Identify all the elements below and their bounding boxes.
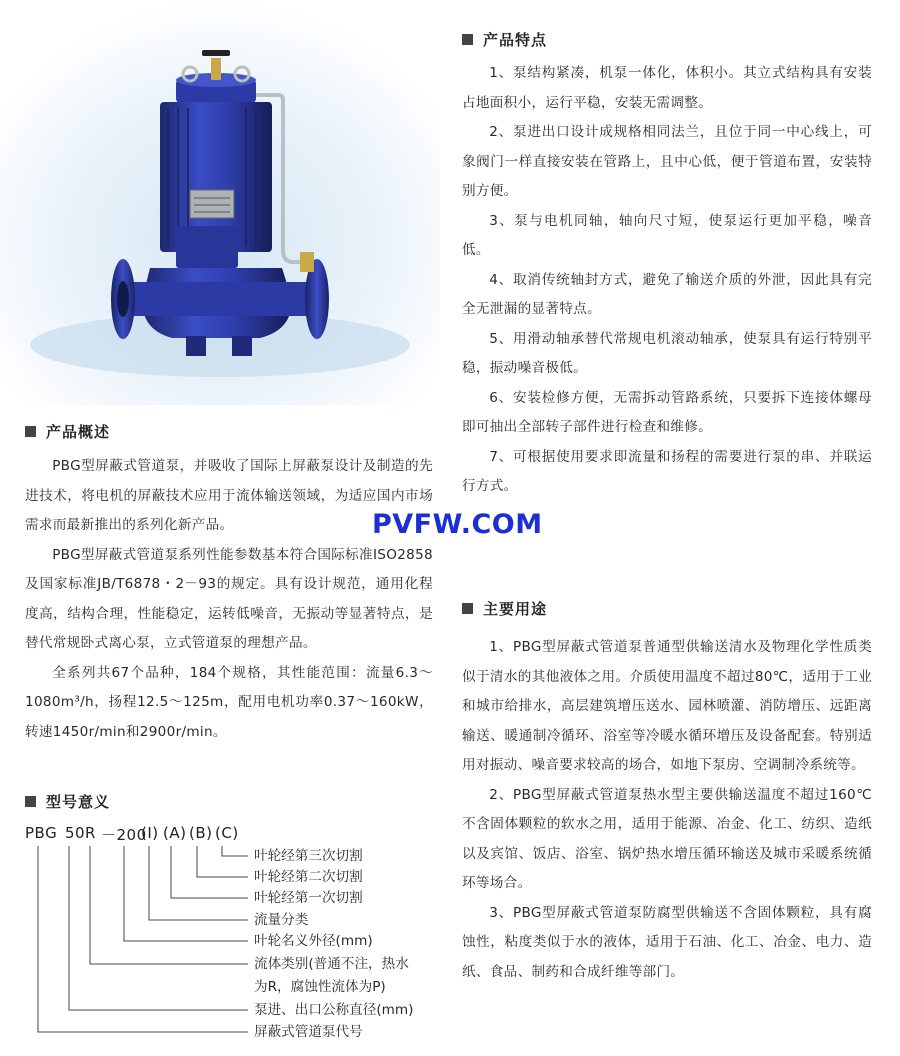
product-image [0,0,440,405]
usage-paragraph: 1、PBG型屏蔽式管道泵普通型供输送清水及物理化学性质类似于清水的其他液体之用。介质使用温度不超过80℃，适用于工业和城市给排水，高层建筑增压送水、园林喷灌、消防增压、远距离输送、暖通制冷循环、浴室等冷暖水循环增压及设备配套。特别适用对振动、噪音要求较高的场合，如地下泵房、空调制冷系统等。 [462,639,872,773]
usage-paragraph: 3、PBG型屏蔽式管道泵防腐型供输送不含固体颗粒，具有腐蚀性，粘度类似于水的液体，适用于石油、化工、冶金、电力、造纸、食品、制药和合成纤维等部门。 [462,904,872,980]
features-text [462,59,872,502]
model-desc-line: 泵进、出口公称直径(mm) [254,1002,414,1018]
bullet-square-icon [25,796,36,807]
model-desc-line: 叶轮经第三次切割 [254,848,363,864]
model-desc-line: 叶轮经第一次切割 [254,890,363,906]
overview-paragraph: PBG型屏蔽式管道泵，并吸收了国际上屏蔽泵设计及制造的先进技术，将电机的屏蔽技术应用于流体输送领域，为适应国内市场需求而最新推出的系列化新产品。 [25,458,433,533]
feature-paragraph: 6、安装检修方便，无需拆动管路系统，只要拆下连接体螺母即可抽出全部转子部件进行检查和维修。 [462,389,872,435]
feature-paragraph: 3、泵与电机同轴，轴向尺寸短，使泵运行更加平稳，噪音低。 [462,212,872,258]
model-code-part: (I) [141,824,159,842]
model-code-part: 50 [65,824,86,842]
feature-paragraph: 5、用滑动轴承替代常规电机滚动轴承，使泵具有运行特别平稳，振动噪音极低。 [462,330,872,376]
model-code-part: (C) [215,824,239,842]
watermark-text: PVFW.COM [372,509,543,540]
model-code-part: －200 [101,826,147,844]
features-heading: 产品特点 [462,29,547,50]
overview-paragraph: 全系列共67个品种，184个规格，其性能范围：流量6.3～1080m³/h，扬程12.5～125m，配用电机功率0.37～160kW，转速1450r/min和2900r/min。 [25,664,433,740]
overview-heading: 产品概述 [25,421,110,442]
model-desc-line: 屏蔽式管道泵代号 [254,1024,363,1040]
model-desc-line: 流量分类 [254,912,309,928]
bullet-square-icon [462,603,473,614]
model-connector-lines [0,836,440,1056]
model-code-part: R [85,824,96,842]
bullet-square-icon [25,426,36,437]
model-code-part: (B) [189,824,213,842]
model-code-part: (A) [163,824,187,842]
feature-paragraph: 7、可根据使用要求即流量和扬程的需要进行泵的串、并联运行方式。 [462,448,872,494]
usage-heading: 主要用途 [462,598,547,619]
feature-paragraph: 1、泵结构紧凑，机泵一体化，体积小。其立式结构具有安装占地面积小，运行平稳，安装无需调整。 [462,65,872,111]
usage-paragraph: 2、PBG型屏蔽式管道泵热水型主要供输送温度不超过160℃不含固体颗粒的软水之用，适用于能源、冶金、化工、纺织、造纸以及宾馆、饭店、浴室、锅炉热水增压循环输送及城市采暖系统循环等场合。 [462,786,872,891]
feature-paragraph: 2、泵进出口设计成规格相同法兰，且位于同一中心线上，可象阀门一样直接安装在管路上，且中心低，便于管道布置，安装特别方便。 [462,124,872,199]
model-heading: 型号意义 [25,791,110,812]
model-desc-line: 叶轮名义外径(mm) [254,933,373,949]
model-desc-line: 为R，腐蚀性流体为P) [254,979,386,995]
pump-illustration [0,0,440,405]
model-desc-line: 流体类别(普通不注，热水 [254,956,409,972]
model-code-part: PBG [25,824,58,842]
overview-paragraph: PBG型屏蔽式管道泵系列性能参数基本符合国际标准ISO2858及国家标准JB/T6878・2－93的规定。具有设计规范，通用化程度高，结构合理，性能稳定，运转低噪音，无振动等显著特点，是替代常规卧式离心泵，立式管道泵的理想产品。 [25,546,433,651]
overview-text [25,452,433,747]
bullet-square-icon [462,34,473,45]
feature-paragraph: 4、取消传统轴封方式，避免了输送介质的外泄，因此具有完全无泄漏的显著特点。 [462,271,872,317]
usage-text [462,633,872,987]
model-desc-line: 叶轮经第二次切割 [254,869,363,885]
